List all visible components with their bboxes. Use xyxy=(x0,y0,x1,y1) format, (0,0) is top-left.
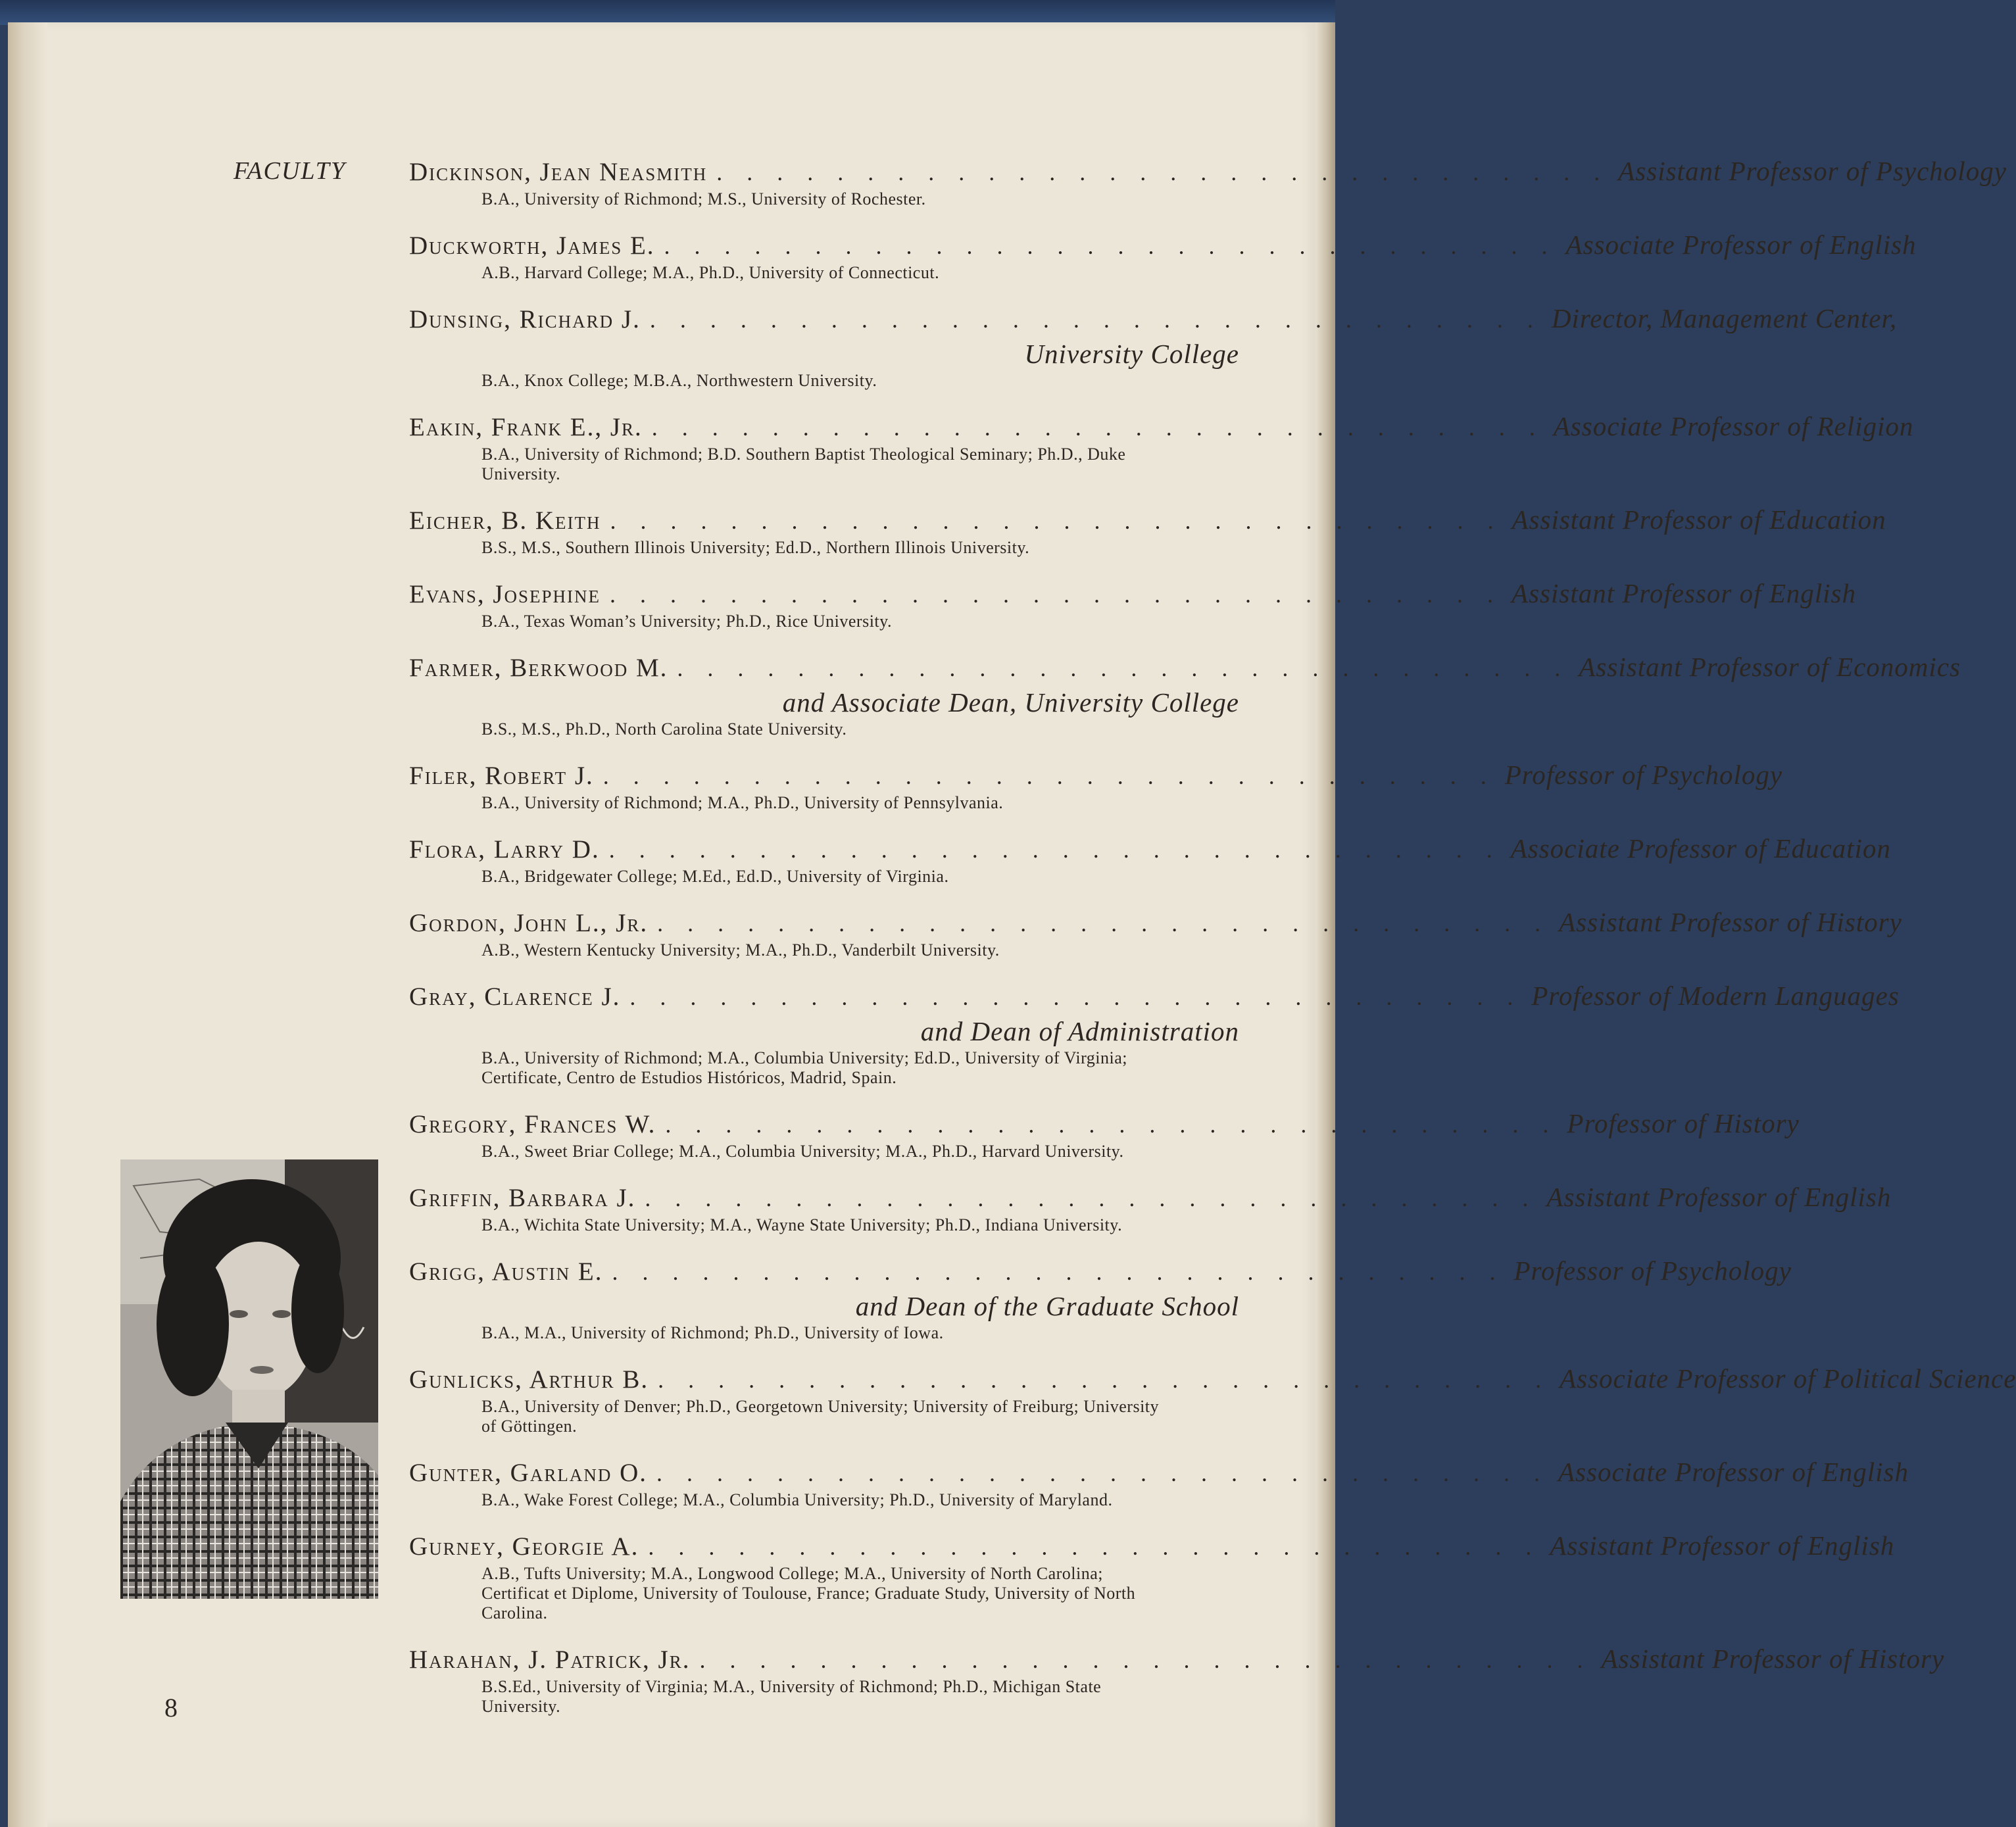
page-gutter-shadow xyxy=(8,22,47,1827)
faculty-entry-header xyxy=(409,1108,1800,1142)
dot-leader: . . . . . . . . . . . . . . . . . . . . . . . . . . . . . . xyxy=(716,159,1610,185)
faculty-name: Dunsing, Richard J. xyxy=(409,305,641,333)
dot-leader: . . . . . . . . . . . . . . . . . . . . . . . . . . . . . . xyxy=(602,763,1496,789)
faculty-list xyxy=(409,155,2016,1736)
faculty-title: Assistant Professor of History xyxy=(1559,907,1902,937)
scan-background xyxy=(0,0,1335,25)
faculty-entry-header xyxy=(409,504,1886,538)
faculty-entry-header xyxy=(409,410,1914,445)
faculty-title: Assistant Professor of Economics xyxy=(1579,652,1961,682)
faculty-title-continued: and Associate Dean, University College xyxy=(782,687,1239,718)
faculty-degrees: B.A., Sweet Briar College; M.A., Columbia University; M.A., Ph.D., Harvard University. xyxy=(481,1142,1124,1161)
faculty-entry xyxy=(409,906,1902,960)
faculty-entry-header xyxy=(409,759,1783,793)
faculty-entry-header xyxy=(409,1456,1909,1490)
faculty-degrees: A.B., Harvard College; M.A., Ph.D., University of Connecticut. xyxy=(481,263,940,282)
faculty-title: Director, Management Center, xyxy=(1551,303,1898,333)
faculty-name: Gurney, Georgie A. xyxy=(409,1532,639,1561)
faculty-title: Associate Professor of English xyxy=(1565,230,1917,260)
faculty-degrees: B.A., University of Richmond; M.A., Columbia University; Ed.D., University of Virginia; Certificate, Centro de Estudios Históricos, Madrid, Spain. xyxy=(481,1048,1127,1087)
dot-leader: . . . . . . . . . . . . . . . . . . . . . . . . . . . . . . xyxy=(610,508,1503,534)
faculty-entry xyxy=(409,1255,1792,1343)
dot-leader: . . . . . . . . . . . . . . . . . . . . . . . . . . . . . . xyxy=(657,910,1550,937)
faculty-entry xyxy=(409,1181,1892,1235)
faculty-name: Gregory, Frances W. xyxy=(409,1110,656,1138)
faculty-degrees: B.A., Wichita State University; M.A., Wayne State University; Ph.D., Indiana University. xyxy=(481,1215,1123,1234)
dot-leader: . . . . . . . . . . . . . . . . . . . . . . . . . . . . . . xyxy=(656,1460,1549,1486)
faculty-entry xyxy=(409,833,1891,887)
faculty-name: Gunlicks, Arthur B. xyxy=(409,1365,649,1394)
faculty-title: Assistant Professor of History xyxy=(1601,1644,1945,1674)
faculty-entry xyxy=(409,759,1783,813)
faculty-title-continued: and Dean of Administration xyxy=(920,1016,1239,1046)
faculty-name: Eakin, Frank E., Jr. xyxy=(409,413,643,441)
portrait-image xyxy=(120,1159,378,1599)
faculty-entry xyxy=(409,155,2007,209)
faculty-title: Associate Professor of Religion xyxy=(1553,411,1914,441)
faculty-degrees: B.A., Knox College; M.B.A., Northwestern University. xyxy=(481,371,877,390)
faculty-title: Assistant Professor of English xyxy=(1546,1182,1892,1212)
faculty-entry xyxy=(409,1456,1909,1510)
faculty-degrees: B.S., M.S., Southern Illinois University; Ed.D., Northern Illinois University. xyxy=(481,538,1030,557)
dot-leader: . . . . . . . . . . . . . . . . . . . . . . . . . . . . . . xyxy=(677,655,1570,681)
faculty-entry xyxy=(409,651,1961,739)
faculty-title: Professor of Psychology xyxy=(1504,760,1783,790)
faculty-entry xyxy=(409,410,1914,484)
faculty-portrait-photo xyxy=(120,1159,378,1599)
faculty-entry-header xyxy=(409,1181,1892,1215)
faculty-entry-header xyxy=(409,651,1961,685)
dot-leader: . . . . . . . . . . . . . . . . . . . . . . . . . . . . . . xyxy=(649,306,1542,333)
faculty-entry-header xyxy=(409,906,1902,940)
faculty-entry xyxy=(409,1530,1895,1623)
faculty-degrees: B.A., University of Richmond; M.A., Ph.D., University of Pennsylvania. xyxy=(481,793,1004,812)
dot-leader: . . . . . . . . . . . . . . . . . . . . . . . . . . . . . . xyxy=(651,414,1544,441)
faculty-degrees: B.A., Bridgewater College; M.Ed., Ed.D., University of Virginia. xyxy=(481,867,949,886)
faculty-title: Associate Professor of Education xyxy=(1510,833,1891,864)
faculty-name: Flora, Larry D. xyxy=(409,835,600,864)
faculty-degrees: B.A., University of Richmond; M.S., University of Rochester. xyxy=(481,189,926,208)
faculty-entry-header xyxy=(409,303,1898,337)
faculty-name: Eicher, B. Keith xyxy=(409,506,601,535)
dot-leader: . . . . . . . . . . . . . . . . . . . . . . . . . . . . . . xyxy=(610,581,1503,608)
faculty-name: Evans, Josephine xyxy=(409,580,601,608)
dot-leader: . . . . . . . . . . . . . . . . . . . . . . . . . . . . . . xyxy=(612,1259,1505,1285)
faculty-degrees: B.A., Wake Forest College; M.A., Columbia University; Ph.D., University of Maryland. xyxy=(481,1490,1113,1509)
faculty-entry xyxy=(409,577,1856,631)
faculty-degrees: B.A., University of Denver; Ph.D., Georgetown University; University of Freiburg; University of Göttingen. xyxy=(481,1397,1160,1436)
faculty-title-continued: and Dean of the Graduate School xyxy=(855,1291,1239,1321)
faculty-title: Professor of Modern Languages xyxy=(1531,981,1900,1011)
faculty-title: Assistant Professor of English xyxy=(1512,578,1856,608)
faculty-entry-header xyxy=(409,577,1856,612)
section-label: FACULTY xyxy=(234,157,346,185)
faculty-degrees: A.B., Western Kentucky University; M.A., Ph.D., Vanderbilt University. xyxy=(481,940,1000,960)
faculty-title: Assistant Professor of Education xyxy=(1512,504,1886,535)
dot-leader: . . . . . . . . . . . . . . . . . . . . . . . . . . . . . . xyxy=(645,1185,1538,1211)
dot-leader: . . . . . . . . . . . . . . . . . . . . . . . . . . . . . . xyxy=(608,837,1502,863)
faculty-entry-header xyxy=(409,833,1891,867)
faculty-name: Duckworth, James E. xyxy=(409,231,655,260)
faculty-entry xyxy=(409,980,1900,1088)
faculty-name: Dickinson, Jean Neasmith xyxy=(409,158,708,186)
faculty-title: Professor of History xyxy=(1567,1108,1800,1138)
faculty-degrees: B.A., M.A., University of Richmond; Ph.D., University of Iowa. xyxy=(481,1323,944,1342)
faculty-entry xyxy=(409,303,1898,391)
faculty-entry xyxy=(409,229,1917,283)
faculty-title: Assistant Professor of Psychology xyxy=(1618,156,2007,186)
faculty-name: Griffin, Barbara J. xyxy=(409,1184,636,1212)
faculty-name: Gray, Clarence J. xyxy=(409,983,621,1011)
dot-leader: . . . . . . . . . . . . . . . . . . . . . . . . . . . . . . xyxy=(629,984,1523,1010)
faculty-entry-header xyxy=(409,1643,1945,1677)
faculty-entry xyxy=(409,504,1886,558)
faculty-title-continued: University College xyxy=(1024,339,1239,369)
dot-leader: . . . . . . . . . . . . . . . . . . . . . . . . . . . . . . xyxy=(664,233,1557,259)
faculty-title: Associate Professor of Political Science xyxy=(1560,1363,2016,1394)
faculty-name: Grigg, Austin E. xyxy=(409,1257,603,1286)
faculty-title: Associate Professor of English xyxy=(1558,1457,1909,1487)
dot-leader: . . . . . . . . . . . . . . . . . . . . . . . . . . . . . . xyxy=(665,1111,1558,1138)
faculty-name: Farmer, Berkwood M. xyxy=(409,654,668,682)
dot-leader: . . . . . . . . . . . . . . . . . . . . . . . . . . . . . . xyxy=(699,1647,1592,1673)
faculty-degrees: B.A., Texas Woman’s University; Ph.D., Rice University. xyxy=(481,612,892,631)
faculty-name: Filer, Robert J. xyxy=(409,762,594,790)
faculty-entry xyxy=(409,1108,1800,1161)
dot-leader: . . . . . . . . . . . . . . . . . . . . . . . . . . . . . . xyxy=(658,1367,1551,1393)
faculty-title: Professor of Psychology xyxy=(1513,1255,1792,1286)
dot-leader: . . . . . . . . . . . . . . . . . . . . . . . . . . . . . . xyxy=(648,1534,1541,1560)
faculty-entry-header xyxy=(409,155,2007,189)
page-number: 8 xyxy=(164,1693,178,1722)
faculty-degrees: B.S.Ed., University of Virginia; M.A., University of Richmond; Ph.D., Michigan State University. xyxy=(481,1677,1102,1716)
faculty-entry-header xyxy=(409,980,1900,1014)
faculty-name: Gordon, John L., Jr. xyxy=(409,909,649,937)
faculty-entry-header xyxy=(409,1255,1792,1289)
faculty-degrees: B.S., M.S., Ph.D., North Carolina State University. xyxy=(481,719,847,739)
faculty-degrees: A.B., Tufts University; M.A., Longwood College; M.A., University of North Carolina; Certificat et Diplome, University of Toulouse, France; Graduate Study, University of North Carolina. xyxy=(481,1564,1136,1622)
faculty-entry-header xyxy=(409,229,1917,263)
faculty-name: Gunter, Garland O. xyxy=(409,1459,647,1487)
faculty-name: Harahan, J. Patrick, Jr. xyxy=(409,1645,691,1674)
faculty-entry-header xyxy=(409,1363,2016,1397)
faculty-title: Assistant Professor of English xyxy=(1550,1530,1895,1561)
faculty-entry xyxy=(409,1643,1945,1717)
faculty-degrees: B.A., University of Richmond; B.D. Southern Baptist Theological Seminary; Ph.D., Duke University. xyxy=(481,445,1126,483)
faculty-entry xyxy=(409,1363,2016,1436)
faculty-entry-header xyxy=(409,1530,1895,1564)
